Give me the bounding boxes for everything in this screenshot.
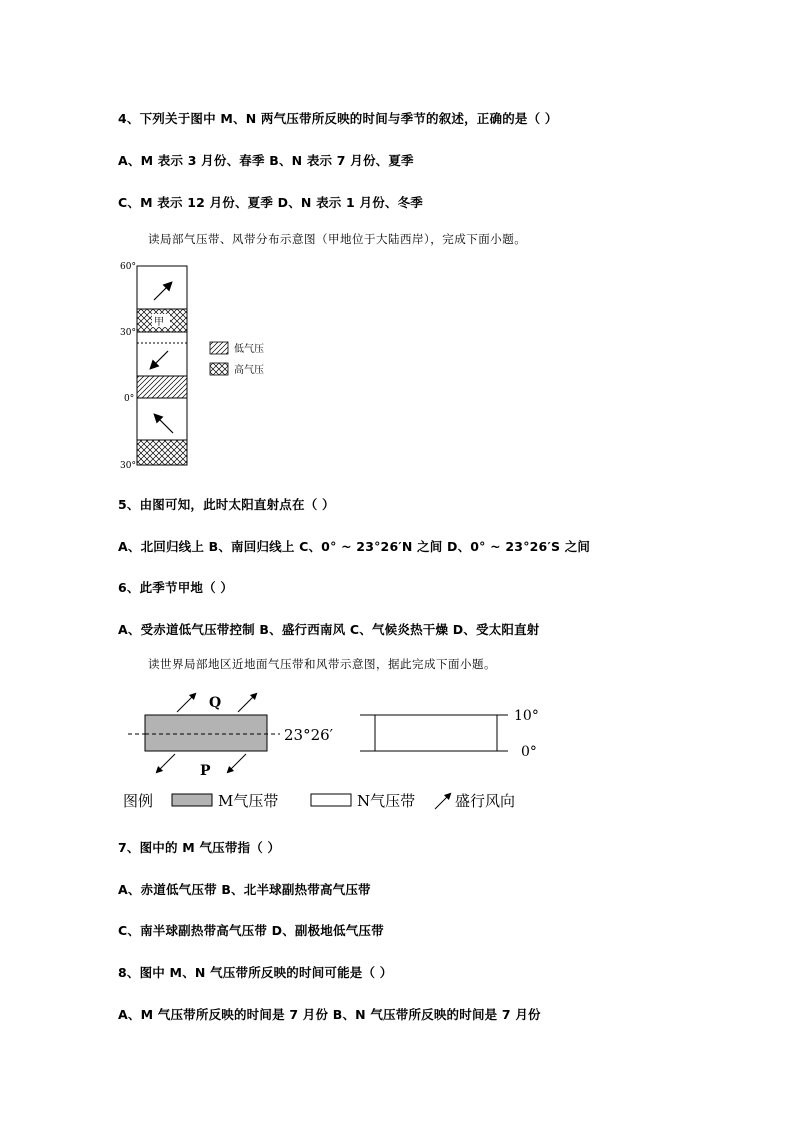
lat-label-60: 60° (120, 262, 136, 272)
wind-arrow-westerly (154, 283, 171, 300)
lat-label-0-b: 0° (521, 744, 537, 760)
lat-label-30n: 30° (120, 328, 136, 338)
question-4-options-cd: C、M 表示 12 月份、夏季 D、N 表示 1 月份、冬季 (118, 195, 424, 210)
legend-high-label: 高气压 (234, 365, 264, 376)
legend-n-label: N气压带 (357, 792, 416, 810)
legend-n-swatch (311, 794, 351, 806)
question-8-options-ab: A、M 气压带所反映的时间是 7 月份 B、N 气压带所反映的时间是 7 月份 (118, 1007, 541, 1022)
belt-column (137, 266, 187, 465)
question-7-options-cd: C、南半球副热带高气压带 D、副极地低气压带 (118, 923, 384, 938)
question-6-options: A、受赤道低气压带控制 B、盛行西南风 C、气候炎热干燥 D、受太阳直射 (118, 622, 540, 637)
question-4-options-ab: A、M 表示 3 月份、春季 B、N 表示 7 月份、夏季 (118, 153, 414, 168)
legend-low-label: 低气压 (234, 344, 264, 355)
legend-wind-arrow-icon (435, 794, 450, 809)
wind-arrow-trade-north (151, 351, 168, 368)
wind-arrow-q-left (177, 694, 195, 712)
legend-wind-label: 盛行风向 (455, 792, 516, 810)
question-6-stem: 6、此季节甲地（ ） (118, 580, 234, 595)
legend-m-label: M气压带 (218, 792, 279, 810)
legend-high-swatch (210, 363, 228, 375)
wind-arrow-trade-south (155, 415, 173, 433)
figure-1-intro: 读局部气压带、风带分布示意图（甲地位于大陆西岸），完成下面小题。 (148, 232, 527, 246)
label-q: Q (209, 695, 222, 711)
lat-label-tropic: 23°26′ (284, 726, 334, 744)
wind-arrow-p-right (228, 754, 246, 772)
question-7-stem: 7、图中的 M 气压带指（ ） (118, 840, 281, 855)
question-4-stem: 4、下列关于图中 M、N 两气压带所反映的时间与季节的叙述，正确的是（ ） (118, 111, 558, 126)
question-8-stem: 8、图中 M、N 气压带所反映的时间可能是（ ） (118, 965, 393, 980)
figure-2-intro: 读世界局部地区近地面气压带和风带示意图，据此完成下面小题。 (148, 657, 496, 671)
m-pressure-belt (145, 715, 267, 751)
low-pressure-band-equator (137, 376, 187, 398)
wind-arrow-p-left (157, 754, 175, 772)
question-5-stem: 5、由图可知，此时太阳直射点在（ ） (118, 497, 335, 512)
jia-label: 甲 (154, 317, 164, 328)
legend-m-swatch (172, 794, 212, 806)
lat-label-10: 10° (514, 708, 539, 724)
wind-arrow-q-right (238, 694, 256, 712)
question-7-options-ab: A、赤道低气压带 B、北半球副热带高气压带 (118, 882, 371, 897)
label-p: P (200, 763, 211, 779)
legend-low-swatch (210, 342, 228, 354)
question-5-options: A、北回归线上 B、南回归线上 C、0° ~ 23°26′N 之间 D、0° ~ 23°26′S 之间 (118, 539, 591, 554)
high-pressure-band-30s (137, 440, 187, 465)
lat-label-30s: 30° (120, 461, 136, 471)
legend-title: 图例 (123, 792, 154, 810)
lat-label-0: 0° (124, 394, 135, 404)
